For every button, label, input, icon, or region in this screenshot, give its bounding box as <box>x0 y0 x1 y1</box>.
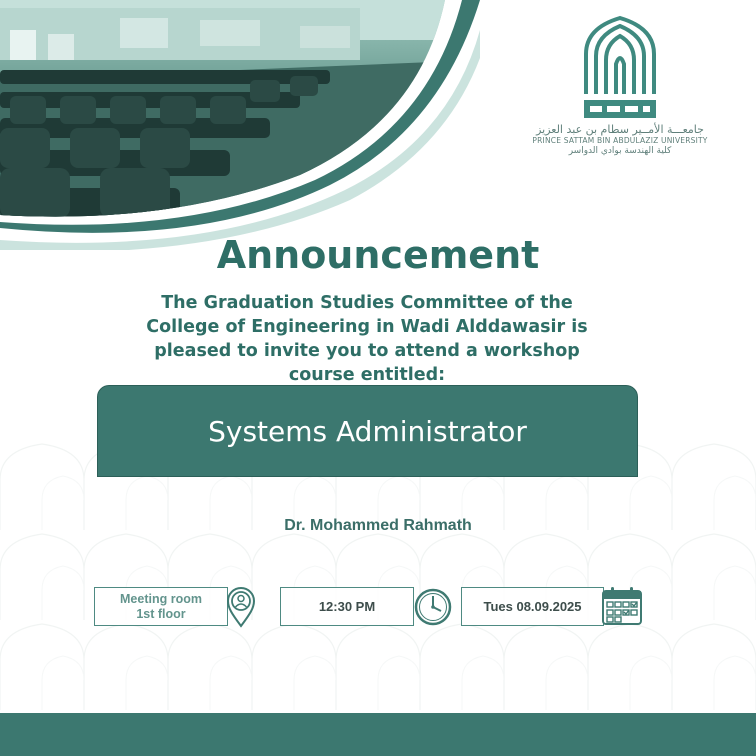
course-title-banner <box>97 385 638 477</box>
invitation-text <box>112 291 622 387</box>
course-title: Systems Administrator <box>208 414 527 448</box>
university-name-english: PRINCE SATTAM BIN ABDULAZIZ UNIVERSITY <box>532 136 708 145</box>
map-pin-icon <box>226 586 256 628</box>
university-name-arabic: جامعـــة الأمــير سطام بن عبد العزيز <box>536 123 704 136</box>
university-arch-logo <box>580 14 660 124</box>
invitation-line: pleased to invite you to attend a workshop <box>154 341 580 361</box>
footer-bar <box>0 713 756 756</box>
venue-box <box>94 587 228 626</box>
calendar-icon <box>600 585 644 627</box>
lecture-hall-photo <box>0 0 480 250</box>
invitation-line: course entitled: <box>288 365 446 385</box>
venue-line: 1st floor <box>136 606 186 621</box>
invitation-line: College of Engineering in Wadi Alddawasir is <box>146 317 588 337</box>
event-date: Tues 08.09.2025 <box>483 599 582 614</box>
university-logo <box>520 14 720 174</box>
venue-line: Meeting room <box>120 591 202 606</box>
invitation-line: The Graduation Studies Committee of the <box>161 293 573 313</box>
time-box <box>280 587 414 626</box>
event-time: 12:30 PM <box>318 599 376 614</box>
background-pattern <box>0 440 756 712</box>
announcement-title: Announcement <box>216 233 540 277</box>
college-name-arabic: كلية الهندسة بوادي الدواسر <box>568 146 672 156</box>
clock-icon <box>413 587 453 627</box>
date-box <box>461 587 604 626</box>
presenter-name: Dr. Mohammed Rahmath <box>284 517 472 534</box>
